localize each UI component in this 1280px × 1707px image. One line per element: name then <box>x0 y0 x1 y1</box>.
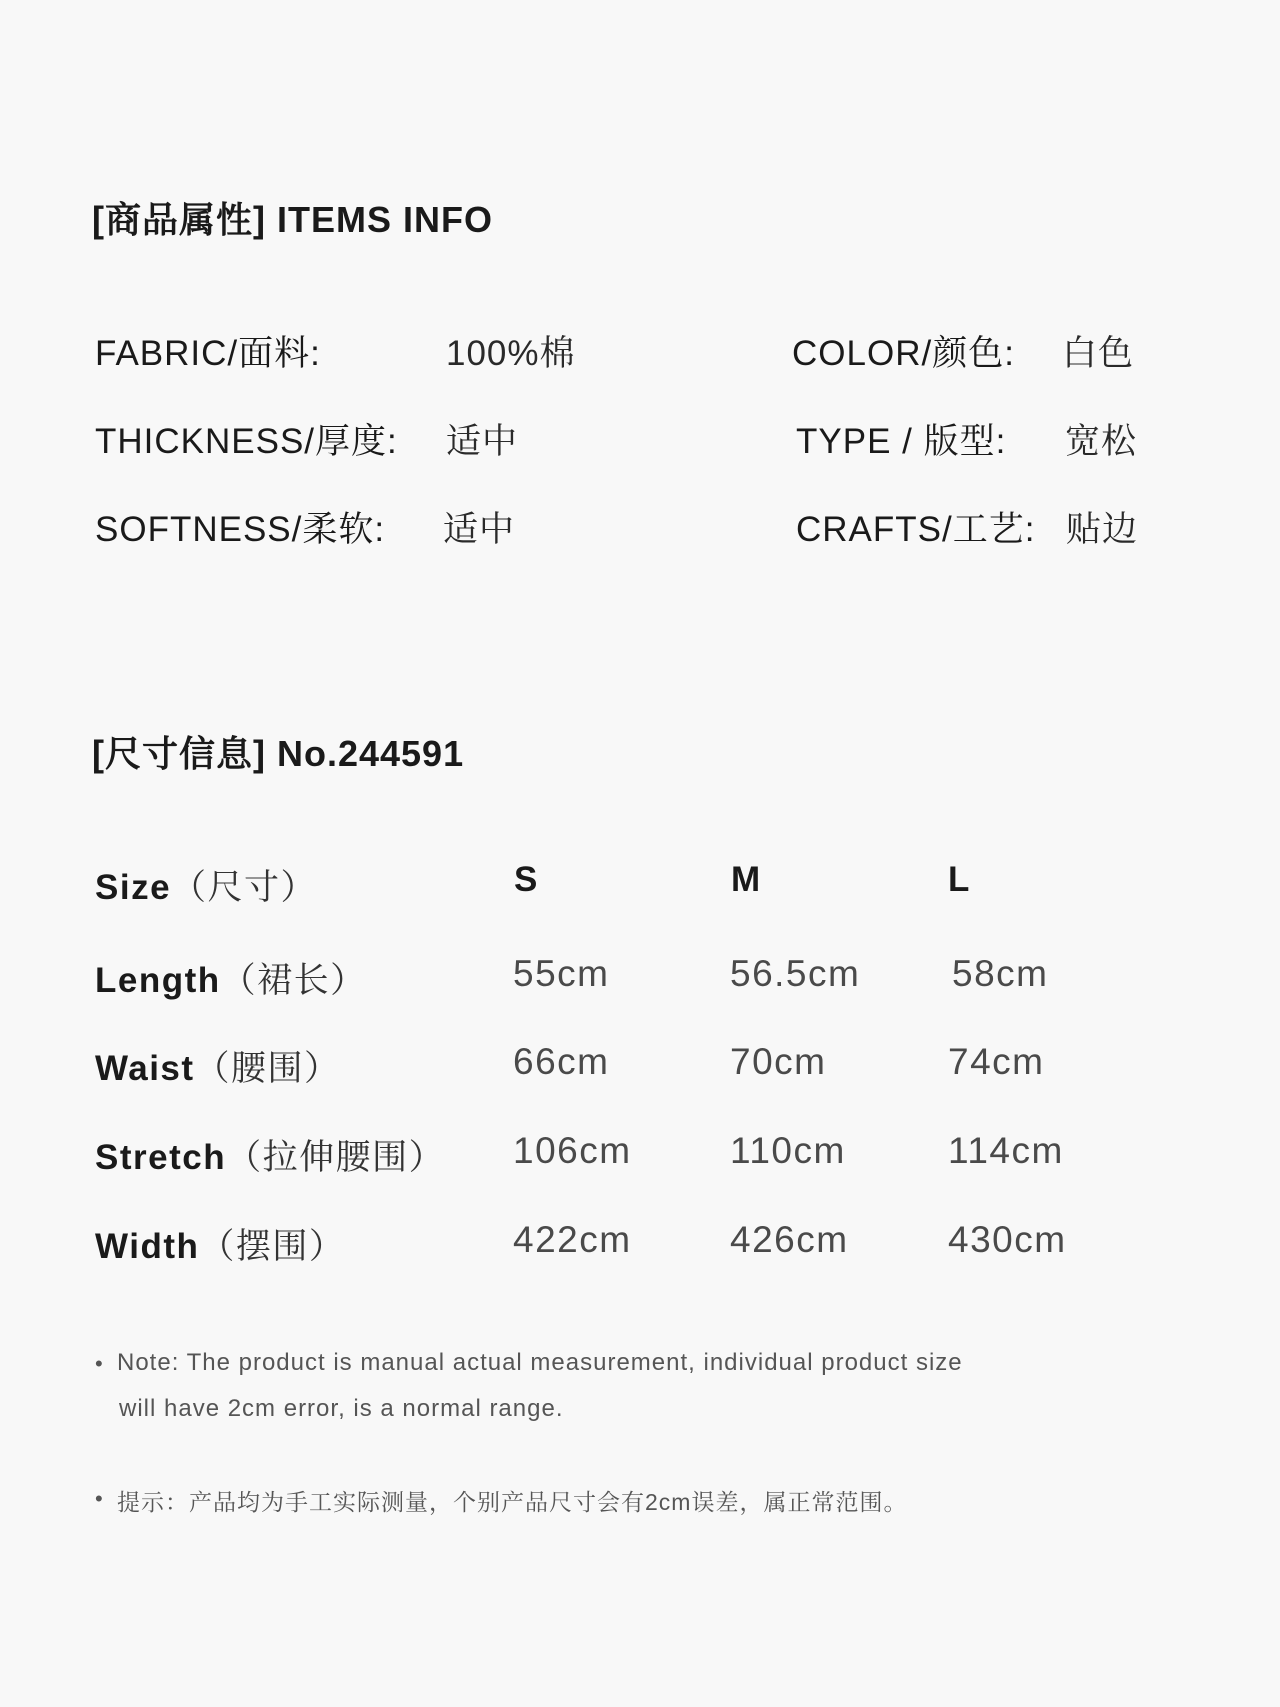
note-bullet-en: • <box>95 1351 103 1376</box>
softness-label: SOFTNESS/柔软: <box>95 510 386 549</box>
note-en-line2: will have 2cm error, is a normal range. <box>119 1395 564 1422</box>
waist-m-value: 70cm <box>730 1041 827 1082</box>
width-s-value: 422cm <box>513 1219 632 1260</box>
thickness-value: 适中 <box>446 422 519 461</box>
stretch-s-value: 106cm <box>513 1130 632 1171</box>
length-s-value: 55cm <box>513 953 610 994</box>
type-value: 宽松 <box>1065 422 1138 461</box>
stretch-label-cn: （拉伸腰围） <box>226 1138 446 1177</box>
thickness-label: THICKNESS/厚度: <box>95 422 398 461</box>
crafts-label: CRAFTS/工艺: <box>796 510 1036 549</box>
size-info-title: [尺寸信息] No.244591 <box>92 733 465 774</box>
note-cn: 提示：产品均为手工实际测量，个别产品尺寸会有2cm误差，属正常范围。 <box>117 1489 908 1515</box>
waist-label-en: Waist <box>95 1049 195 1088</box>
stretch-l-value: 114cm <box>948 1130 1064 1171</box>
items-info-title: [商品属性] ITEMS INFO <box>92 199 493 240</box>
crafts-value: 贴边 <box>1066 510 1139 549</box>
color-label: COLOR/颜色: <box>792 334 1015 373</box>
width-label <box>95 1219 345 1269</box>
length-label-en: Length <box>95 961 221 1000</box>
length-label <box>95 953 367 1003</box>
length-label-cn: （裙长） <box>220 961 367 1000</box>
stretch-m-value: 110cm <box>730 1130 846 1171</box>
fabric-label: FABRIC/面料: <box>95 334 321 373</box>
width-label-cn: （摆围） <box>199 1227 346 1266</box>
fabric-value: 100%棉 <box>446 334 576 373</box>
note-en-line1: Note: The product is manual actual measurement, individual product size <box>117 1349 963 1376</box>
waist-s-value: 66cm <box>513 1041 610 1082</box>
size-header-label <box>95 860 317 910</box>
color-value: 白色 <box>1062 334 1135 373</box>
note-bullet-cn: • <box>95 1486 103 1511</box>
size-l-header: L <box>948 860 970 899</box>
waist-label-cn: （腰围） <box>194 1049 341 1088</box>
length-l-value: 58cm <box>952 953 1049 994</box>
width-label-en: Width <box>95 1227 200 1266</box>
size-m-header: M <box>731 860 761 899</box>
length-m-value: 56.5cm <box>730 953 861 994</box>
stretch-label <box>95 1130 445 1180</box>
type-label: TYPE / 版型: <box>796 422 1007 461</box>
size-header-cn: （尺寸） <box>171 868 318 907</box>
waist-label <box>95 1041 341 1091</box>
width-m-value: 426cm <box>730 1219 849 1260</box>
stretch-label-en: Stretch <box>95 1138 227 1177</box>
size-header-en: Size <box>95 868 172 907</box>
width-l-value: 430cm <box>948 1219 1067 1260</box>
waist-l-value: 74cm <box>948 1041 1045 1082</box>
size-s-header: S <box>514 860 538 899</box>
softness-value: 适中 <box>443 510 516 549</box>
